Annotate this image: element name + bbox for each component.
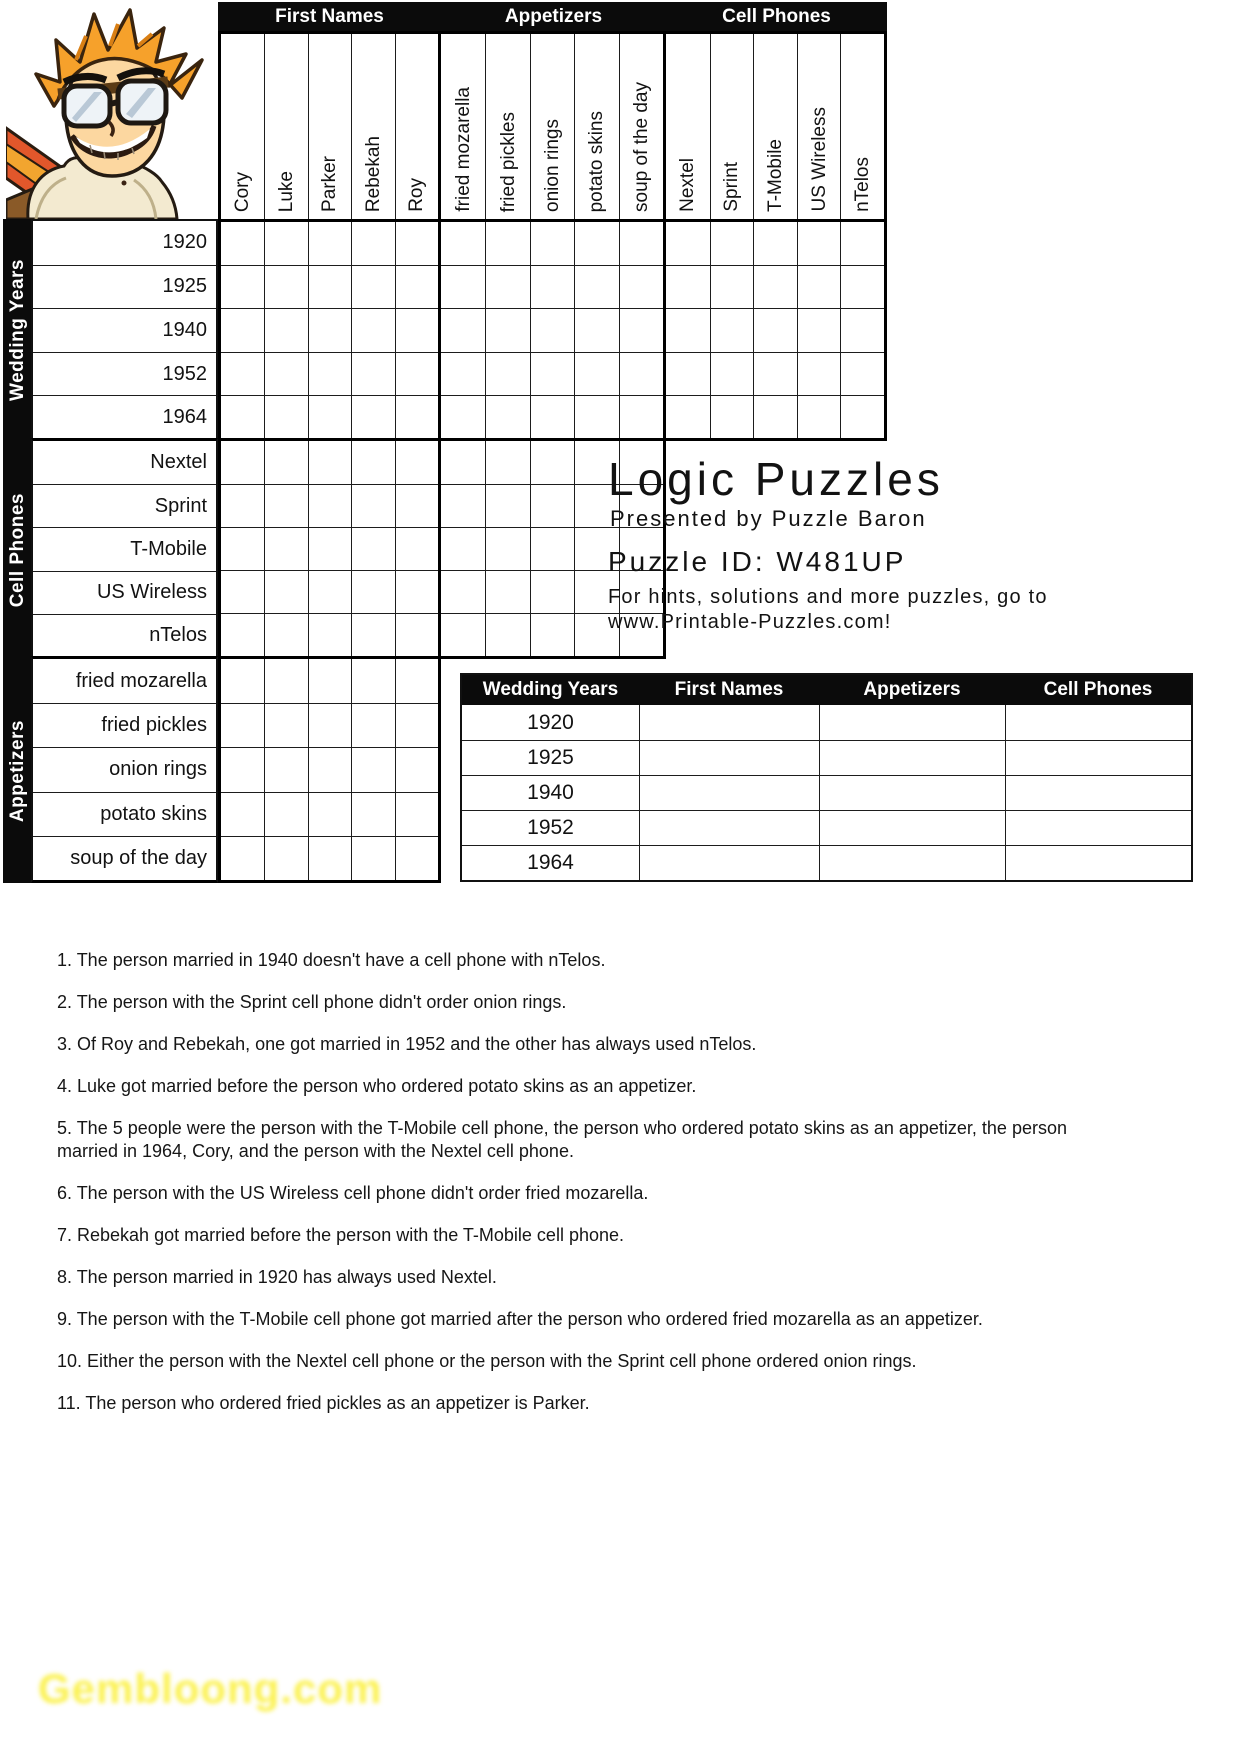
grid-cell [221, 703, 264, 747]
grid-cell [221, 659, 264, 703]
grid-cell [574, 222, 618, 265]
grid-cell [574, 265, 618, 308]
solution-table-cell [639, 811, 819, 845]
grid-cell [264, 613, 307, 656]
grid-side-header-bar [3, 219, 31, 883]
column-header-label: nTelos [852, 157, 874, 212]
grid-cell [308, 395, 351, 438]
clue: 7. Rebekah got married before the person with the T-Mobile cell phone. [57, 1225, 624, 1245]
column-header-cell [485, 34, 529, 219]
clue: 1. The person married in 1940 doesn't have a cell phone with nTelos. [57, 950, 606, 970]
grid-cell [308, 265, 351, 308]
grid-cell [530, 441, 574, 484]
solution-table-row [462, 810, 1191, 845]
mascot-image [6, 2, 218, 219]
solution-table-cell [639, 705, 819, 740]
solution-table-cell [1005, 846, 1191, 880]
grid-cell [619, 308, 663, 351]
grid-cell [221, 222, 264, 265]
row-label: potato skins [33, 792, 216, 836]
grid-cell [308, 222, 351, 265]
grid-cell [221, 441, 264, 484]
solution-table-cell [639, 741, 819, 775]
grid-cell [395, 613, 438, 656]
grid-cell [619, 222, 663, 265]
solution-table-cell: 1964 [527, 851, 574, 874]
grid-cell [264, 395, 307, 438]
grid-cell [485, 265, 529, 308]
grid-cell [753, 395, 797, 438]
solution-table-row [462, 740, 1191, 775]
grid-cell [619, 265, 663, 308]
column-header-label: fried pickles [497, 111, 519, 212]
solution-table-cell [639, 846, 819, 880]
clue: 4. Luke got married before the person who ordered potato skins as an appetizer. [57, 1076, 697, 1096]
row-label: 1964 [33, 395, 216, 439]
mascot-illustration [6, 2, 218, 219]
grid-cell [264, 265, 307, 308]
grid-cell [710, 395, 754, 438]
grid-cell [666, 352, 710, 395]
clues-list [57, 949, 1087, 1434]
grid-cell [308, 836, 351, 880]
solution-table-row [462, 845, 1191, 880]
grid-cell [308, 659, 351, 703]
row-group-label [3, 659, 31, 883]
grid-cell [221, 527, 264, 570]
grid-cell [351, 484, 394, 527]
grid-cell [753, 308, 797, 351]
grid-cell [840, 308, 884, 351]
grid-cell [530, 352, 574, 395]
solution-table-cell: 1925 [527, 746, 574, 769]
grid-cell [530, 395, 574, 438]
grid-cell [485, 395, 529, 438]
row-group-label-text: Cell Phones [6, 492, 28, 608]
grid-cell [485, 613, 529, 656]
clue: 10. Either the person with the Nextel cell phone or the person with the Sprint cell phone ordered onion rings. [57, 1351, 917, 1371]
column-header-label: soup of the day [630, 82, 652, 212]
solution-table-cell [639, 776, 819, 810]
clue: 2. The person with the Sprint cell phone didn't order onion rings. [57, 992, 567, 1012]
solution-table-cell: 1940 [527, 781, 574, 804]
grid-cell [351, 613, 394, 656]
grid-cell [753, 352, 797, 395]
solution-table-cell [1005, 776, 1191, 810]
solution-header-cell: First Names [674, 679, 784, 700]
page-subtitle: Presented by Puzzle Baron [610, 506, 927, 531]
grid-block [218, 219, 441, 441]
column-header-cell [441, 34, 485, 219]
column-header-label: Rebekah [362, 135, 384, 212]
grid-cell [308, 441, 351, 484]
column-header-cell [530, 34, 574, 219]
grid-cell [797, 265, 841, 308]
column-header-label: onion rings [541, 119, 563, 212]
solution-table-row [462, 705, 1191, 740]
grid-cell [840, 222, 884, 265]
column-header-cell [264, 34, 307, 219]
column-header-cell [619, 34, 663, 219]
grid-cell [351, 265, 394, 308]
row-label: 1952 [33, 352, 216, 396]
grid-cell [530, 222, 574, 265]
grid-cell [351, 747, 394, 791]
grid-cell [485, 441, 529, 484]
grid-cell [797, 352, 841, 395]
grid-cell [308, 703, 351, 747]
hint-line-1: For hints, solutions and more puzzles, go to [608, 586, 1048, 608]
grid-cell [351, 222, 394, 265]
row-label: soup of the day [33, 836, 216, 880]
row-label: Nextel [150, 451, 207, 474]
grid-cell [308, 352, 351, 395]
grid-cell [395, 352, 438, 395]
solution-header-cell: Appetizers [863, 679, 961, 700]
grid-cell [574, 308, 618, 351]
grid-cell [840, 352, 884, 395]
grid-cell [395, 659, 438, 703]
column-header-section [218, 31, 441, 219]
row-group-label [3, 441, 31, 659]
grid-cell [264, 441, 307, 484]
grid-cell [619, 352, 663, 395]
grid-cell [797, 395, 841, 438]
grid-cell [264, 222, 307, 265]
grid-cell [441, 308, 485, 351]
row-label: Sprint [33, 484, 216, 527]
column-header-label: Roy [406, 178, 428, 212]
solution-table-cell [1005, 705, 1191, 740]
grid-cell [395, 703, 438, 747]
solution-table-row [462, 775, 1191, 810]
grid-cell [710, 222, 754, 265]
row-label-group [31, 219, 218, 441]
row-label: US Wireless [33, 571, 216, 614]
grid-cell [308, 747, 351, 791]
clue: 9. The person with the T-Mobile cell phone got married after the person who ordered fried mozarella as an appetizer. [57, 1309, 983, 1329]
grid-block [218, 438, 441, 659]
watermark: Gembloong.com [38, 1665, 383, 1712]
clue: 6. The person with the US Wireless cell phone didn't order fried mozarella. [57, 1183, 649, 1203]
column-header-cell [797, 34, 841, 219]
solution-table-cell [819, 776, 1005, 810]
grid-cell [441, 265, 485, 308]
grid-block [438, 219, 666, 441]
grid-cell [395, 265, 438, 308]
column-header-cell [395, 34, 438, 219]
grid-cell [308, 613, 351, 656]
row-group-label [3, 219, 31, 441]
grid-cell [221, 747, 264, 791]
grid-cell [441, 395, 485, 438]
grid-cell [710, 352, 754, 395]
grid-cell [308, 527, 351, 570]
grid-top-header-bar [218, 2, 887, 31]
grid-cell [308, 484, 351, 527]
grid-cell [395, 836, 438, 880]
grid-cell [264, 527, 307, 570]
solution-header-cell: Cell Phones [1043, 679, 1153, 700]
column-header-cell [710, 34, 754, 219]
solution-table-header [462, 675, 1191, 705]
grid-cell [308, 792, 351, 836]
row-label: fried mozarella [75, 669, 207, 692]
row-group-label-text: Appetizers [6, 719, 28, 823]
grid-cell [351, 570, 394, 613]
grid-cell [308, 570, 351, 613]
column-header-cell [753, 34, 797, 219]
solution-table-cell [819, 705, 1005, 740]
grid-cell [619, 395, 663, 438]
column-header-label: Nextel [677, 158, 699, 212]
grid-cell [264, 836, 307, 880]
column-header-label: Parker [319, 156, 341, 212]
grid-cell [710, 265, 754, 308]
column-group-label: Appetizers [504, 5, 603, 27]
grid-cell [351, 703, 394, 747]
grid-cell [441, 570, 485, 613]
grid-cell [485, 352, 529, 395]
grid-cell [351, 441, 394, 484]
page-title: Logic Puzzles [608, 453, 944, 505]
solution-table-cell [1005, 811, 1191, 845]
grid-cell [753, 222, 797, 265]
grid-cell [441, 352, 485, 395]
grid-cell [485, 570, 529, 613]
grid-cell [574, 395, 618, 438]
grid-cell [351, 308, 394, 351]
row-label-group [31, 656, 218, 883]
grid-cell [574, 352, 618, 395]
grid-cell [395, 747, 438, 791]
column-header-cell [221, 34, 264, 219]
row-label: fried pickles [33, 703, 216, 747]
grid-block [218, 656, 441, 883]
grid-cell [395, 484, 438, 527]
grid-cell [441, 441, 485, 484]
column-header-cell [574, 34, 618, 219]
hint-line-2: www.Printable-Puzzles.com! [608, 611, 892, 633]
grid-cell [666, 395, 710, 438]
grid-cell [530, 527, 574, 570]
column-header-label: Luke [276, 170, 298, 212]
grid-cell [351, 659, 394, 703]
grid-cell [530, 613, 574, 656]
grid-cell [221, 308, 264, 351]
grid-cell [395, 792, 438, 836]
clue: 5. The 5 people were the person with the T-Mobile cell phone, the person who ordered potato skins as an appetizer, the person married in 1964, Cory, and the person with the Nextel cell phone. [57, 1118, 1067, 1161]
grid-cell [666, 222, 710, 265]
grid-cell [264, 308, 307, 351]
row-label: T-Mobile [33, 527, 216, 570]
grid-cell [264, 484, 307, 527]
grid-cell [797, 308, 841, 351]
grid-cell [485, 527, 529, 570]
solution-table-cell [819, 741, 1005, 775]
grid-cell [264, 747, 307, 791]
grid-cell [221, 395, 264, 438]
grid-cell [351, 395, 394, 438]
column-header-label: US Wireless [808, 107, 830, 212]
clue: 3. Of Roy and Rebekah, one got married in 1952 and the other has always used nTelos. [57, 1034, 757, 1054]
grid-cell [485, 222, 529, 265]
grid-cell [264, 792, 307, 836]
solution-table-cell: 1952 [527, 816, 574, 839]
grid-cell [221, 570, 264, 613]
grid-cell [395, 308, 438, 351]
grid-cell [485, 484, 529, 527]
grid-cell [351, 836, 394, 880]
grid-cell [221, 352, 264, 395]
grid-cell [530, 308, 574, 351]
grid-cell [395, 441, 438, 484]
column-group-label: First Names [275, 5, 384, 27]
column-header-cell [351, 34, 394, 219]
grid-cell [221, 792, 264, 836]
grid-cell [753, 265, 797, 308]
grid-cell [840, 265, 884, 308]
grid-cell [441, 527, 485, 570]
grid-cell [441, 613, 485, 656]
solution-table-cell: 1920 [527, 710, 574, 734]
column-header-label: fried mozarella [452, 87, 474, 212]
row-label: nTelos [33, 614, 216, 657]
row-label: 1940 [33, 308, 216, 352]
grid-cell [530, 570, 574, 613]
solution-table [460, 673, 1193, 882]
row-label: 1925 [33, 265, 216, 309]
grid-cell [395, 222, 438, 265]
grid-cell [264, 703, 307, 747]
solution-table-cell [819, 846, 1005, 880]
grid-cell [264, 570, 307, 613]
grid-block [663, 219, 887, 441]
grid-cell [395, 527, 438, 570]
grid-cell [441, 222, 485, 265]
grid-cell [351, 527, 394, 570]
solution-table-cell [819, 811, 1005, 845]
grid-cell [797, 222, 841, 265]
column-header-section [438, 31, 666, 219]
grid-cell [395, 395, 438, 438]
grid-cell [221, 484, 264, 527]
column-header-cell [666, 34, 710, 219]
clue: 11. The person who ordered fried pickles as an appetizer is Parker. [57, 1393, 590, 1413]
grid-cell [530, 484, 574, 527]
grid-cell [666, 308, 710, 351]
grid-cell [530, 265, 574, 308]
column-header-cell [840, 34, 884, 219]
row-label-group [31, 438, 218, 659]
column-header-label: Cory [232, 171, 254, 212]
grid-cell [221, 613, 264, 656]
grid-cell [308, 308, 351, 351]
clue: 8. The person married in 1920 has always used Nextel. [57, 1267, 497, 1287]
grid-cell [485, 308, 529, 351]
puzzle-id: Puzzle ID: W481UP [608, 546, 907, 577]
grid-cell [351, 792, 394, 836]
grid-cell [441, 484, 485, 527]
grid-cell [395, 570, 438, 613]
column-header-section [663, 31, 887, 219]
grid-cell [351, 352, 394, 395]
row-label: 1920 [162, 231, 207, 254]
solution-table-cell [1005, 741, 1191, 775]
column-header-label: Sprint [721, 162, 743, 212]
grid-cell [666, 265, 710, 308]
column-header-label: potato skins [586, 110, 608, 212]
grid-cell [221, 265, 264, 308]
row-group-label-text: Wedding Years [6, 258, 28, 401]
grid-cell [221, 836, 264, 880]
grid-cell [264, 352, 307, 395]
row-label: onion rings [33, 747, 216, 791]
column-header-label: T-Mobile [764, 139, 786, 212]
grid-cell [264, 659, 307, 703]
column-header-cell [308, 34, 351, 219]
grid-cell [840, 395, 884, 438]
column-group-label: Cell Phones [722, 5, 831, 27]
solution-header-cell: Wedding Years [482, 679, 619, 700]
grid-cell [710, 308, 754, 351]
